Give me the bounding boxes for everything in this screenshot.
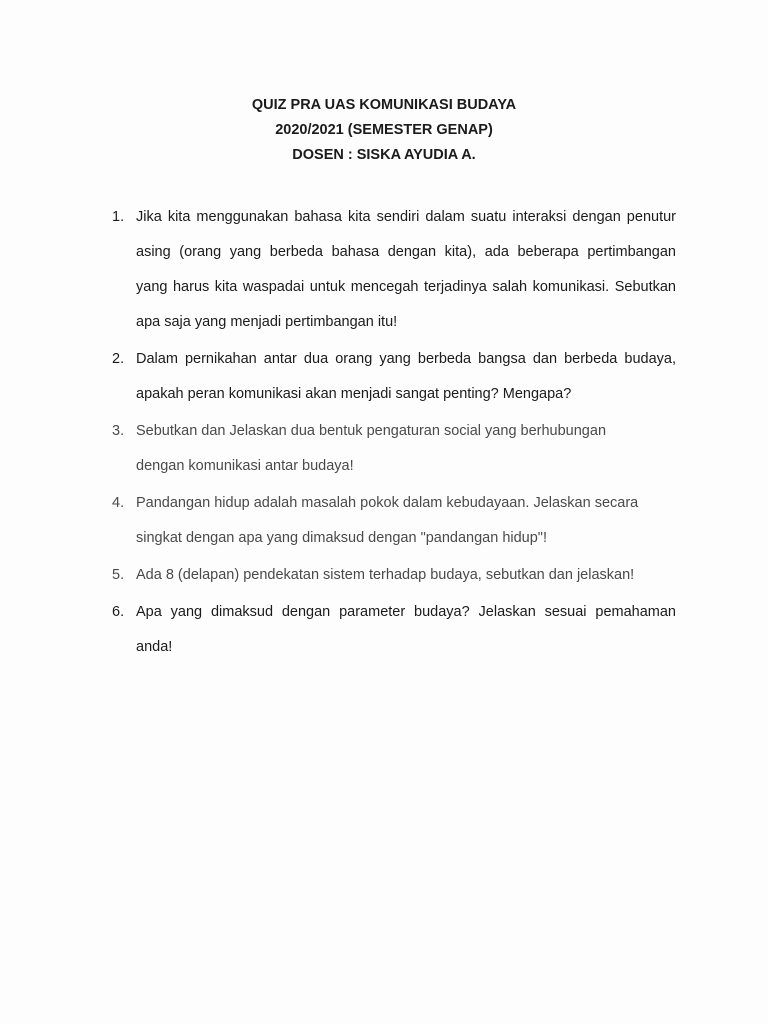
question-item-4 [0, 486, 768, 556]
question-text [136, 200, 676, 340]
question-line: apa saja yang menjadi pertimbangan itu! [136, 314, 398, 330]
question-item-6 [0, 595, 768, 665]
header-title: QUIZ PRA UAS KOMUNIKASI BUDAYA [251, 97, 517, 113]
question-line: anda! [136, 639, 173, 655]
question-line: Ada 8 (delapan) pendekatan sistem terhadap budaya, sebutkan dan jelaskan! [136, 567, 635, 583]
question-line: Apa yang dimaksud dengan parameter budaya? Jelaskan sesuai pemahaman [136, 604, 676, 620]
question-list [0, 200, 768, 667]
question-number: 5. [112, 567, 125, 583]
question-number: 6. [112, 604, 125, 620]
question-line: yang harus kita waspadai untuk mencegah terjadinya salah komunikasi. Sebutkan [136, 279, 676, 295]
question-text [136, 414, 676, 484]
question-line: asing (orang yang berbeda bahasa dengan kita), ada beberapa pertimbangan [136, 244, 676, 260]
header-lecturer: DOSEN : SISKA AYUDIA A. [292, 147, 476, 163]
question-text [136, 595, 676, 665]
question-line: dengan komunikasi antar budaya! [136, 458, 354, 474]
question-line: apakah peran komunikasi akan menjadi sangat penting? Mengapa? [136, 386, 572, 402]
question-line: Jika kita menggunakan bahasa kita sendiri dalam suatu interaksi dengan penutur [136, 209, 676, 225]
question-item-2 [0, 342, 768, 412]
question-line: Dalam pernikahan antar dua orang yang berbeda bangsa dan berbeda budaya, [136, 351, 676, 367]
question-text [136, 486, 676, 556]
question-number: 1. [112, 209, 125, 225]
question-item-1 [0, 200, 768, 340]
question-item-5 [0, 558, 768, 593]
question-text [136, 342, 676, 412]
question-line: Sebutkan dan Jelaskan dua bentuk pengaturan social yang berhubungan [136, 423, 607, 439]
question-number: 4. [112, 495, 125, 511]
question-number: 2. [112, 351, 125, 367]
question-line: singkat dengan apa yang dimaksud dengan "pandangan hidup"! [136, 530, 547, 546]
header-academic-year: 2020/2021 (SEMESTER GENAP) [275, 122, 493, 138]
question-number: 3. [112, 423, 125, 439]
document-header [0, 93, 768, 168]
question-item-3 [0, 414, 768, 484]
question-text [136, 558, 676, 593]
question-line: Pandangan hidup adalah masalah pokok dalam kebudayaan. Jelaskan secara [136, 495, 639, 511]
